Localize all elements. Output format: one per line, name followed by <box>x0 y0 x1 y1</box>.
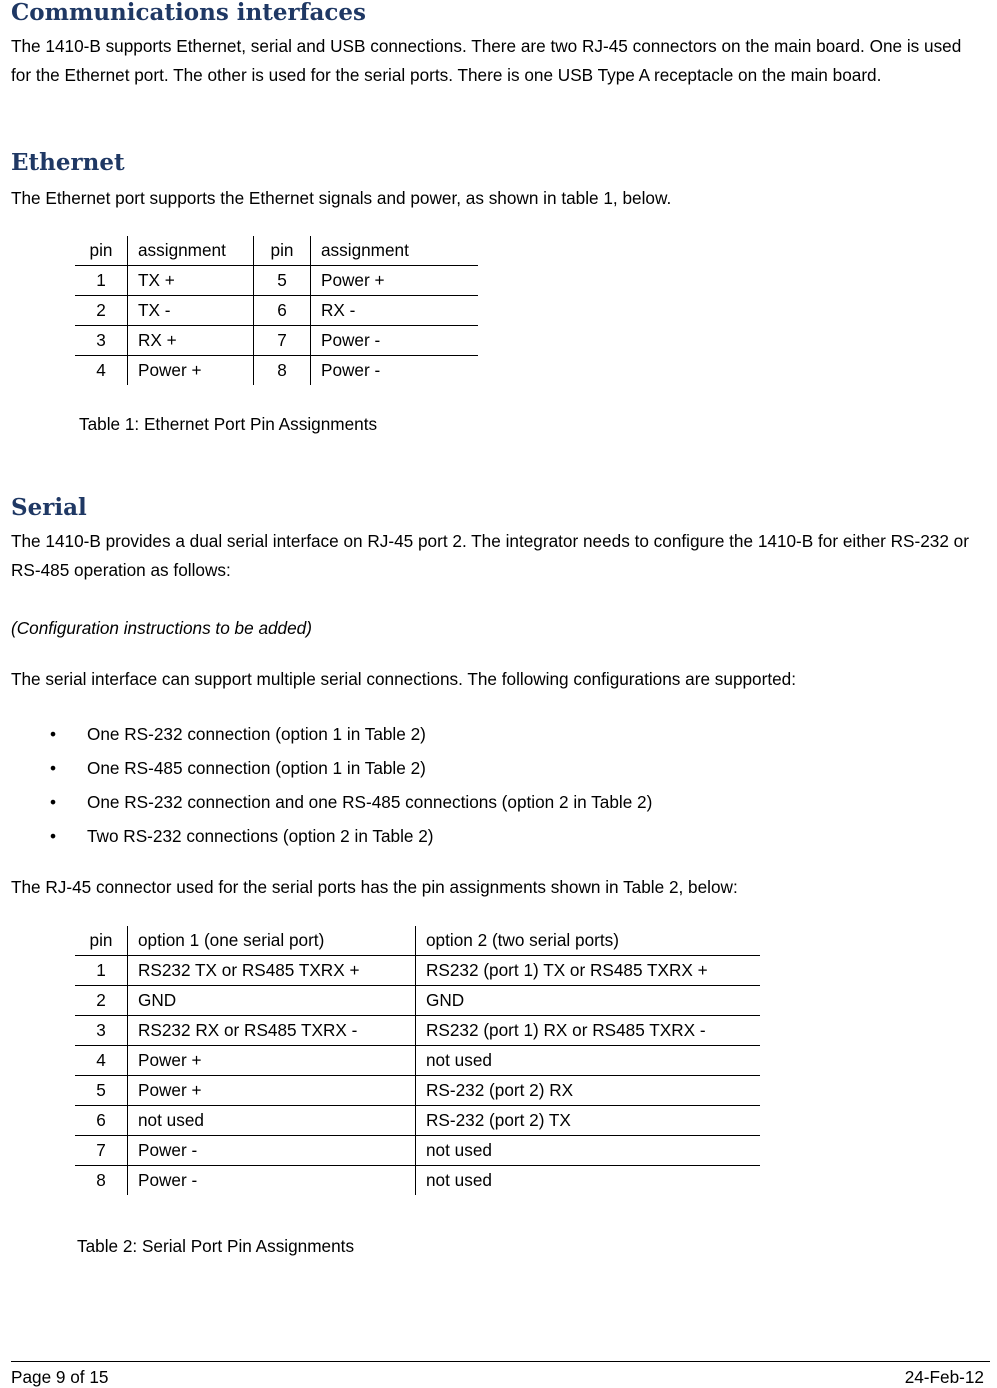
table-cell: 4 <box>96 360 106 380</box>
footer-divider <box>11 1361 990 1362</box>
table-row <box>75 1136 760 1166</box>
table-cell: 5 <box>75 1076 128 1106</box>
paragraph-ethernet-intro: The Ethernet port supports the Ethernet signals and power, as shown in table 1, below. <box>11 188 672 208</box>
heading-serial: Serial <box>11 494 87 521</box>
table-row <box>75 326 478 356</box>
table-cell: 2 <box>75 296 128 326</box>
table-cell: 3 <box>75 326 128 356</box>
table-cell: not used <box>416 1046 761 1076</box>
table-row <box>75 1166 760 1196</box>
bullet-icon: • <box>50 724 57 744</box>
table-row <box>75 296 478 326</box>
table-row <box>75 356 478 386</box>
table-cell: 1 <box>75 956 128 986</box>
list-item <box>0 819 652 853</box>
table-cell: Power + <box>128 356 254 386</box>
footer-date: 24-Feb-12 <box>904 1367 984 1387</box>
table-1-caption: Table 1: Ethernet Port Pin Assignments <box>79 414 378 434</box>
table-cell: 7 <box>254 326 311 356</box>
table-header-cell: assignment <box>128 236 254 266</box>
paragraph-serial-configurations: The serial interface can support multiple serial connections. The following configurations are supported: <box>11 669 797 689</box>
paragraph-serial-intro: The 1410-B provides a dual serial interface on RJ-45 port 2. The integrator needs to configure the 1410-B for either RS-232 or RS-485 operation as follows: <box>11 531 969 580</box>
table-cell: TX + <box>128 266 254 296</box>
heading-ethernet: Ethernet <box>11 149 125 176</box>
list-item <box>0 717 652 751</box>
bullet-icon: • <box>50 758 57 778</box>
table-row <box>75 1046 760 1076</box>
table-row <box>75 266 478 296</box>
table-cell: 8 <box>96 1170 106 1190</box>
table-cell: GND <box>128 986 416 1016</box>
table-cell: 1 <box>75 266 128 296</box>
table-header-row <box>75 236 478 266</box>
table-header-cell: pin <box>75 236 128 266</box>
table-row <box>75 956 760 986</box>
table-header-cell: option 2 (two serial ports) <box>416 926 761 956</box>
paragraph-rj45-intro: The RJ-45 connector used for the serial ports has the pin assignments shown in Table 2, below: <box>11 877 738 897</box>
paragraph-config-note: (Configuration instructions to be added) <box>11 618 312 638</box>
table-header-cell: pin <box>254 236 311 266</box>
table-cell: RS232 TX or RS485 TXRX + <box>128 956 416 986</box>
table-row <box>75 1016 760 1046</box>
table-header-cell: option 1 (one serial port) <box>128 926 416 956</box>
table-cell: Power + <box>311 266 479 296</box>
table-cell: RS-232 (port 2) RX <box>416 1076 761 1106</box>
paragraph-communications-intro: The 1410-B supports Ethernet, serial and USB connections. There are two RJ-45 connectors on the main board. One is used for the Ethernet port. The other is used for the serial ports. There is one USB Type A receptacle on the main board. <box>11 36 962 85</box>
table-cell: not used <box>128 1106 416 1136</box>
table-cell: GND <box>416 986 761 1016</box>
table-cell: Power - <box>128 1166 416 1196</box>
table-row <box>75 1106 760 1136</box>
table-header-row <box>75 926 760 956</box>
list-item-text: One RS-485 connection (option 1 in Table 2) <box>87 758 426 778</box>
table-cell: 5 <box>254 266 311 296</box>
table-cell: 3 <box>75 1016 128 1046</box>
table-header-cell: assignment <box>311 236 479 266</box>
page-number: Page 9 of 15 <box>11 1367 109 1387</box>
table-cell: 6 <box>254 296 311 326</box>
table-cell: RX + <box>128 326 254 356</box>
table-cell: RS232 (port 1) TX or RS485 TXRX + <box>416 956 761 986</box>
table-cell: Power + <box>128 1076 416 1106</box>
bullet-icon: • <box>50 826 57 846</box>
table-cell: RX - <box>311 296 479 326</box>
table-cell: Power - <box>128 1136 416 1166</box>
bullet-icon: • <box>50 792 57 812</box>
table-cell: TX - <box>128 296 254 326</box>
table-cell: Power - <box>311 326 479 356</box>
configuration-list <box>0 717 652 853</box>
table-row <box>75 986 760 1016</box>
table-cell: RS-232 (port 2) TX <box>416 1106 761 1136</box>
table-header-cell: pin <box>75 926 128 956</box>
ethernet-pin-table <box>75 236 478 385</box>
table-2-caption: Table 2: Serial Port Pin Assignments <box>77 1236 355 1256</box>
table-cell: 7 <box>75 1136 128 1166</box>
list-item-text: One RS-232 connection and one RS-485 connections (option 2 in Table 2) <box>87 792 653 812</box>
table-cell: Power + <box>128 1046 416 1076</box>
table-cell: Power - <box>311 356 479 386</box>
table-cell: RS232 (port 1) RX or RS485 TXRX - <box>416 1016 761 1046</box>
table-cell: 2 <box>75 986 128 1016</box>
serial-pin-table <box>75 926 760 1195</box>
table-cell: not used <box>416 1136 761 1166</box>
table-row <box>75 1076 760 1106</box>
table-cell: 4 <box>75 1046 128 1076</box>
list-item-text: Two RS-232 connections (option 2 in Table 2) <box>87 826 434 846</box>
list-item <box>0 785 652 819</box>
table-cell: not used <box>416 1166 761 1196</box>
table-cell: 6 <box>75 1106 128 1136</box>
table-cell: 8 <box>254 356 311 386</box>
heading-communications-interfaces: Communications interfaces <box>11 0 367 26</box>
table-cell: RS232 RX or RS485 TXRX - <box>128 1016 416 1046</box>
list-item <box>0 751 652 785</box>
list-item-text: One RS-232 connection (option 1 in Table 2) <box>87 724 426 744</box>
